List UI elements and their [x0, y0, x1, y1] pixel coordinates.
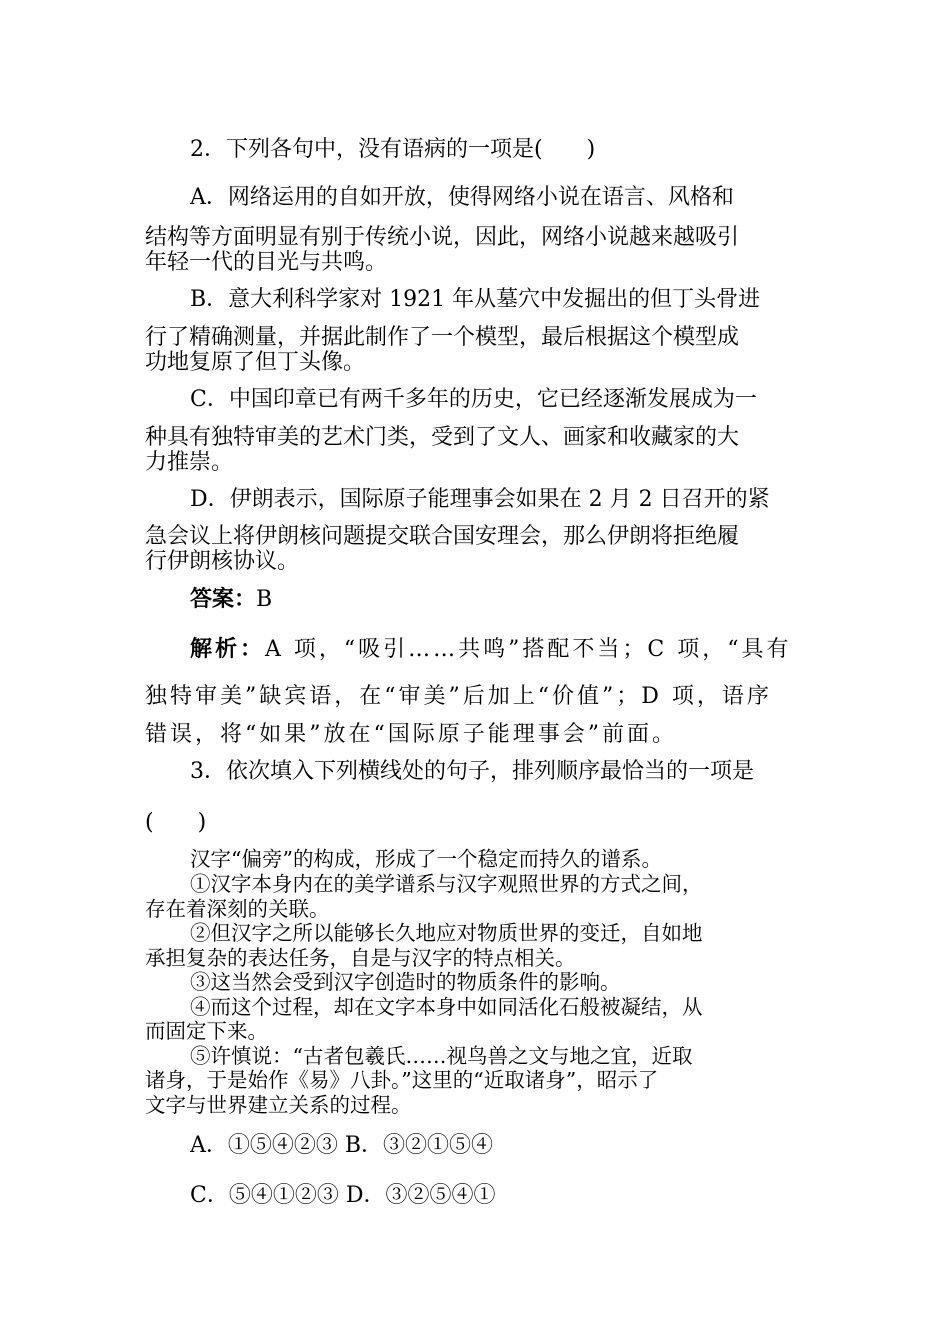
q3-passage-1-line-2: 存在着深刻的关联。 [145, 897, 330, 921]
q3-stem-line-2: ( ) [145, 810, 207, 835]
q2-option-a-line-2: 结构等方面明显有别于传统小说，因此，网络小说越来越吸引 [145, 225, 740, 250]
answer-value: B [256, 587, 273, 612]
q2-option-c-line-1: C．中国印章已有两千多年的历史，它已经逐渐发展成为一 [190, 387, 757, 412]
q3-passage-intro: 汉字“偏旁”的构成，形成了一个稳定而持久的谱系。 [190, 847, 662, 871]
q2-option-a-line-3: 年轻一代的目光与共鸣。 [145, 250, 388, 275]
q3-passage-4-line-1: ④而这个过程，却在文字本身中如同活化石般被凝结，从 [190, 995, 703, 1019]
q3-passage-2-line-2: 承担复杂的表达任务，自是与汉字的特点相关。 [145, 946, 576, 970]
q2-option-d-line-1: D．伊朗表示，国际原子能理事会如果在 2 月 2 日召开的紧 [190, 487, 770, 512]
q2-option-c-line-2: 种具有独特审美的艺术门类，受到了文人、画家和收藏家的大 [145, 425, 740, 450]
q3-passage-5-line-2: 诸身，于是始作《易》八卦。”这里的“近取诸身”，昭示了 [145, 1068, 659, 1092]
q2-option-a-line-1: A．网络运用的自如开放，使得网络小说在语言、风格和 [190, 185, 734, 210]
analysis-label: 解析： [190, 636, 266, 662]
q2-answer [190, 586, 860, 613]
q3-passage-1-line-1: ①汉字本身内在的美学谱系与汉字观照世界的方式之间， [190, 872, 703, 896]
q2-option-b-line-1: B．意大利科学家对 1921 年从墓穴中发掘出的但丁头骨进 [190, 287, 761, 312]
q3-passage-4-line-2: 而固定下来。 [145, 1019, 268, 1043]
q2-option-d-line-2: 急会议上将伊朗核问题提交联合国安理会，那么伊朗将拒绝履 [145, 524, 740, 549]
q2-option-b-line-3: 功地复原了但丁头像。 [145, 350, 366, 375]
q3-passage-2-line-1: ②但汉字之所以能够长久地应对物质世界的变迁，自如地 [190, 921, 703, 945]
q2-stem: 2．下列各句中，没有语病的一项是( ) [190, 137, 596, 162]
q2-option-d-line-3: 行伊朗核协议。 [145, 549, 300, 574]
analysis-text: A 项，“吸引……共鸣”搭配不当；C 项，“具有 [265, 637, 792, 662]
q3-passage-5-line-3: 文字与世界建立关系的过程。 [145, 1093, 412, 1117]
q3-passage-3: ③这当然会受到汉字创造时的物质条件的影响。 [190, 970, 621, 994]
q2-option-b-line-2: 行了精确测量，并据此制作了一个模型，最后根据这个模型成 [145, 325, 740, 350]
q3-options-line-2: C．⑤④①②③ D．③②⑤④① [190, 1183, 496, 1208]
q2-analysis-line-3: 错误，将“如果”放在“国际原子能理事会”前面。 [145, 722, 677, 747]
q2-analysis-line-1 [190, 636, 860, 663]
q3-passage-5-line-1: ⑤许慎说：“古者包羲氏……视鸟兽之文与地之宜，近取 [190, 1044, 693, 1068]
q2-analysis-line-2: 独特审美”缺宾语，在“审美”后加上“价值”；D 项，语序 [145, 684, 772, 709]
answer-label: 答案： [190, 586, 257, 612]
q2-option-c-line-3: 力推崇。 [145, 450, 234, 475]
q3-stem-line-1: 3．依次填入下列横线处的句子，排列顺序最恰当的一项是 [190, 759, 754, 784]
q3-options-line-1: A．①⑤④②③ B．③②①⑤④ [190, 1133, 494, 1158]
